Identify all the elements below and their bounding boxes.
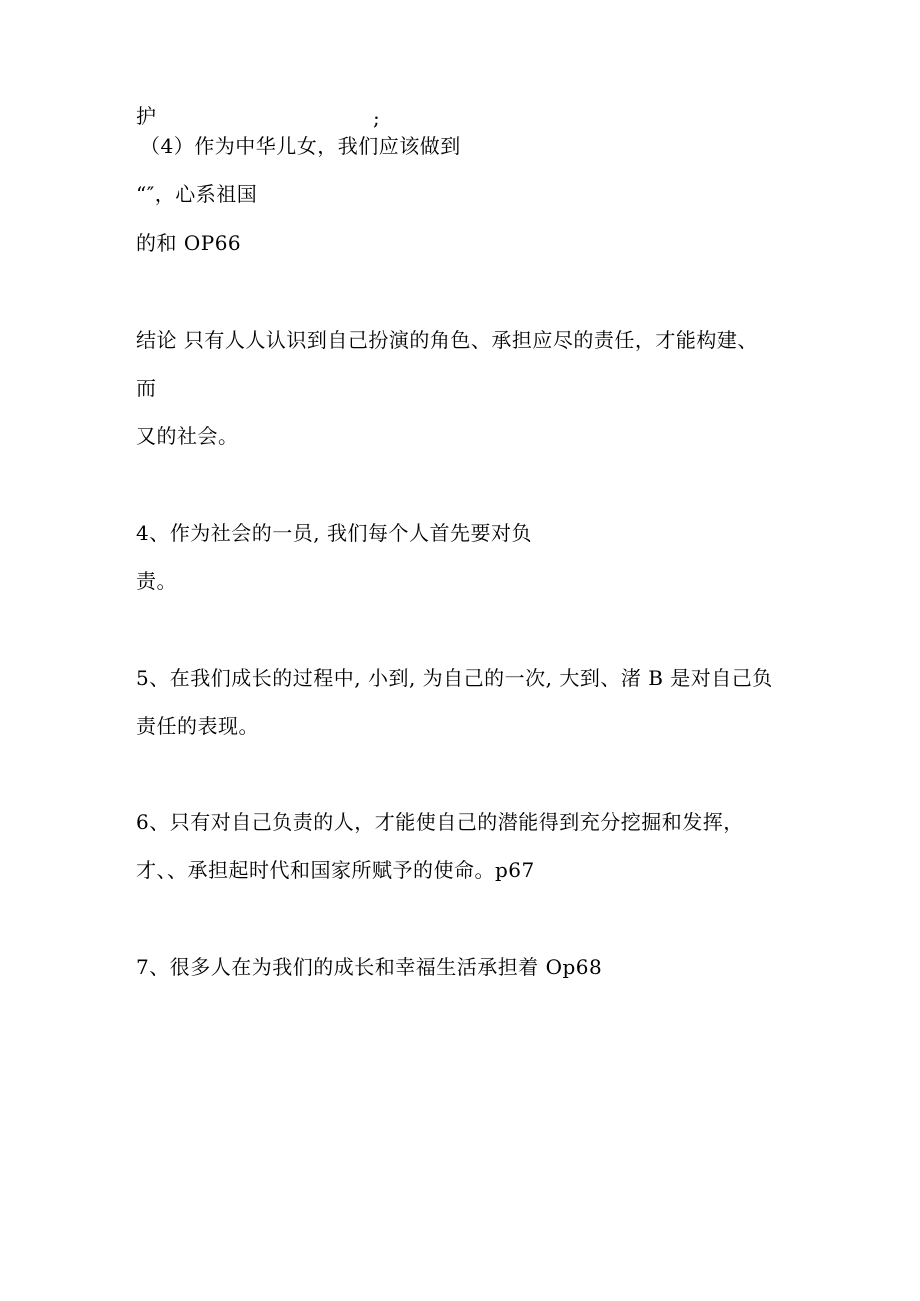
item-7-line: 7、很多人在为我们的成长和幸福生活承担着 Op68 bbox=[136, 955, 603, 979]
text-line: 责。 bbox=[136, 569, 177, 593]
conclusion-line: 结论 只有人人认识到自己扮演的角色、承担应尽的责任，才能构建、 bbox=[136, 328, 758, 352]
item-5-line: 5、在我们成长的过程中, 小到, 为自己的一次, 大到、渚 B 是对自己负 bbox=[136, 666, 773, 690]
item-4-line: 4、作为社会的一员, 我们每个人首先要对负 bbox=[136, 521, 532, 545]
text-line: ; bbox=[373, 106, 381, 130]
text-line: 才、、承担起时代和国家所赋予的使命。p67 bbox=[136, 858, 535, 882]
text-line: 而 bbox=[136, 376, 157, 400]
item-6-line: 6、只有对自己负责的人，才能使自己的潜能得到充分挖掘和发挥， bbox=[136, 810, 744, 834]
text-line: 护 bbox=[136, 104, 157, 128]
text-line: “″，心系祖国 bbox=[136, 182, 258, 206]
text-line: （4）作为中华儿女，我们应该做到 bbox=[140, 134, 461, 158]
text-line: 又的社会。 bbox=[136, 424, 239, 448]
text-line: 的和 OP66 bbox=[136, 231, 242, 255]
text-line: 责任的表现。 bbox=[136, 714, 259, 738]
